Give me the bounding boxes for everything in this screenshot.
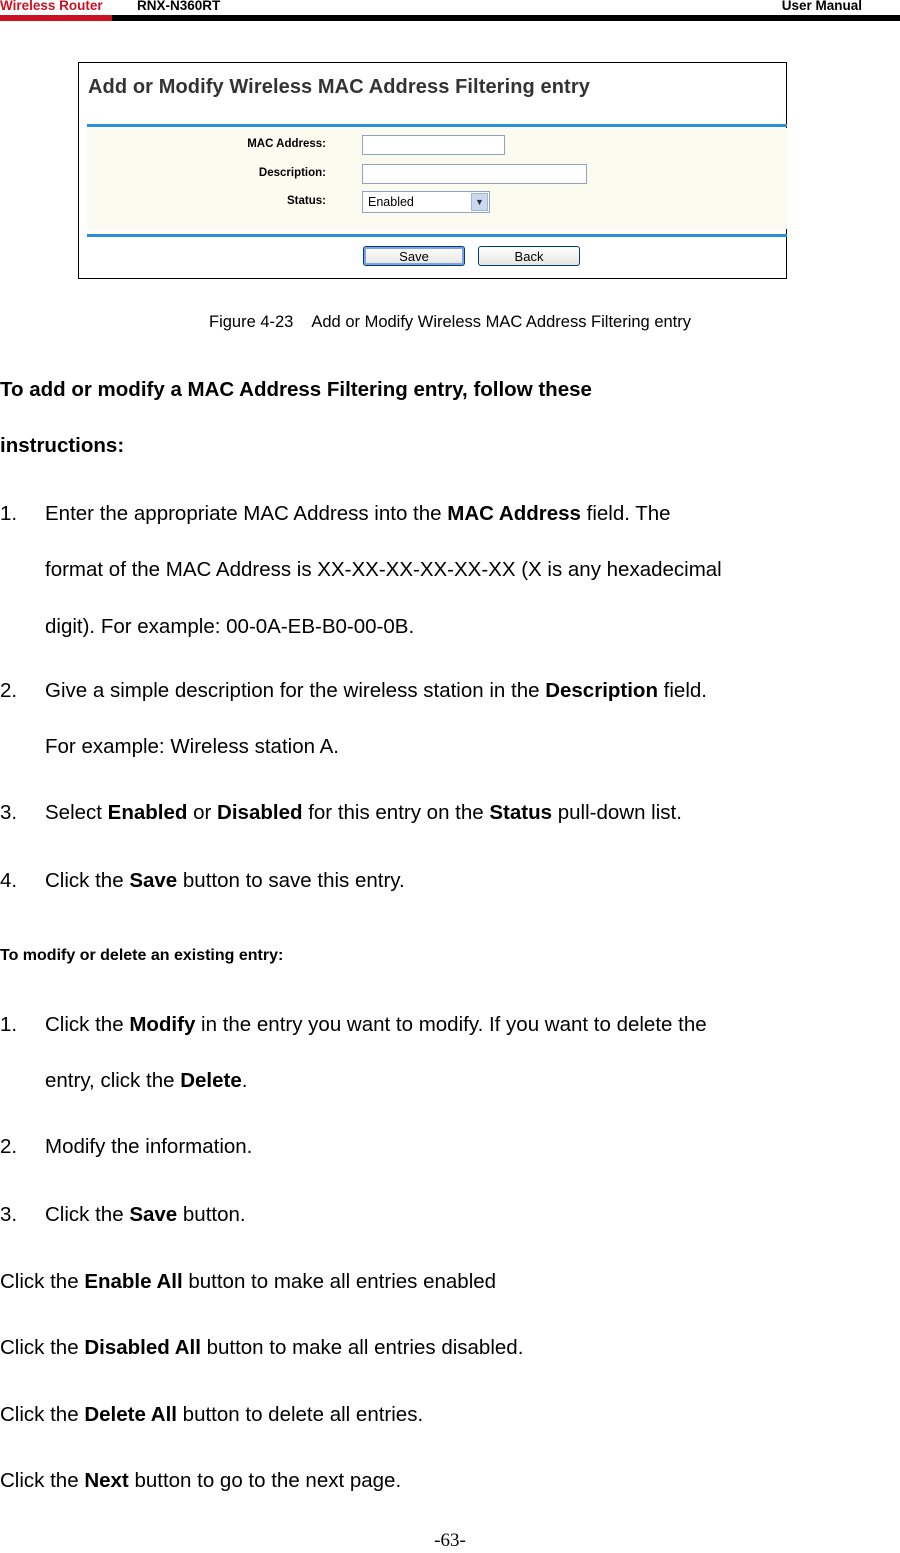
title-divider <box>87 124 787 127</box>
intro-heading-line2: instructions: <box>0 434 125 457</box>
chevron-down-icon[interactable]: ▼ <box>471 193 488 211</box>
modify-step-2-line: Modify the information. <box>45 1135 253 1158</box>
step-number: 1. <box>0 502 18 525</box>
button-divider <box>87 234 787 237</box>
header-brand: Wireless Router <box>0 0 103 13</box>
page-header <box>0 0 900 24</box>
save-button[interactable]: Save <box>363 246 465 266</box>
step-1-line-1: Enter the appropriate MAC Address into the MAC Address field. The <box>45 502 671 525</box>
modify-step-1-line-2: entry, click the Delete. <box>45 1069 248 1092</box>
step-3-line: Select Enabled or Disabled for this entry on the Status pull-down list. <box>45 801 682 824</box>
note-enable-all: Click the Enable All button to make all entries enabled <box>0 1270 497 1293</box>
step-4-line: Click the Save button to save this entry. <box>45 869 405 892</box>
mac-filter-form-screenshot <box>78 62 787 279</box>
step-1-line-2: format of the MAC Address is XX-XX-XX-XX-XX-XX (X is any hexadecimal <box>45 558 722 581</box>
modify-step-3-line: Click the Save button. <box>45 1203 246 1226</box>
step-number: 1. <box>0 1013 18 1036</box>
step-number: 3. <box>0 801 18 824</box>
mac-address-label: MAC Address: <box>247 138 326 150</box>
form-title: Add or Modify Wireless MAC Address Filtering entry <box>88 76 590 98</box>
note-disabled-all: Click the Disabled All button to make all entries disabled. <box>0 1336 524 1359</box>
header-model: RNX-N360RT <box>137 0 221 13</box>
mac-address-input[interactable] <box>362 135 505 155</box>
step-number: 4. <box>0 869 18 892</box>
status-select[interactable] <box>362 191 490 213</box>
note-next: Click the Next button to go to the next page. <box>0 1469 402 1492</box>
back-button[interactable]: Back <box>478 246 580 266</box>
step-number: 2. <box>0 1135 18 1158</box>
step-number: 3. <box>0 1203 18 1226</box>
status-selected-value: Enabled <box>368 195 414 209</box>
step-1-line-3: digit). For example: 00-0A-EB-B0-00-0B. <box>45 615 415 638</box>
status-label: Status: <box>287 195 326 207</box>
modify-heading: To modify or delete an existing entry: <box>0 947 284 964</box>
step-number: 2. <box>0 679 18 702</box>
description-input[interactable] <box>362 164 587 184</box>
step-2-line-2: For example: Wireless station A. <box>45 735 339 758</box>
page-number: -63- <box>434 1530 466 1551</box>
figure-title: Add or Modify Wireless MAC Address Filtering entry <box>311 313 691 331</box>
modify-step-1-line-1: Click the Modify in the entry you want to modify. If you want to delete the <box>45 1013 707 1036</box>
step-2-line-1: Give a simple description for the wireless station in the Description field. <box>45 679 707 702</box>
description-label: Description: <box>258 167 326 179</box>
figure-number: Figure 4-23 <box>208 313 294 331</box>
header-black-bar <box>112 15 900 21</box>
intro-heading-line1: To add or modify a MAC Address Filtering entry, follow these <box>0 378 592 401</box>
figure-caption <box>0 313 900 332</box>
header-manual-label: User Manual <box>781 0 862 13</box>
note-delete-all: Click the Delete All button to delete all entries. <box>0 1403 424 1426</box>
header-red-bar <box>0 15 112 21</box>
